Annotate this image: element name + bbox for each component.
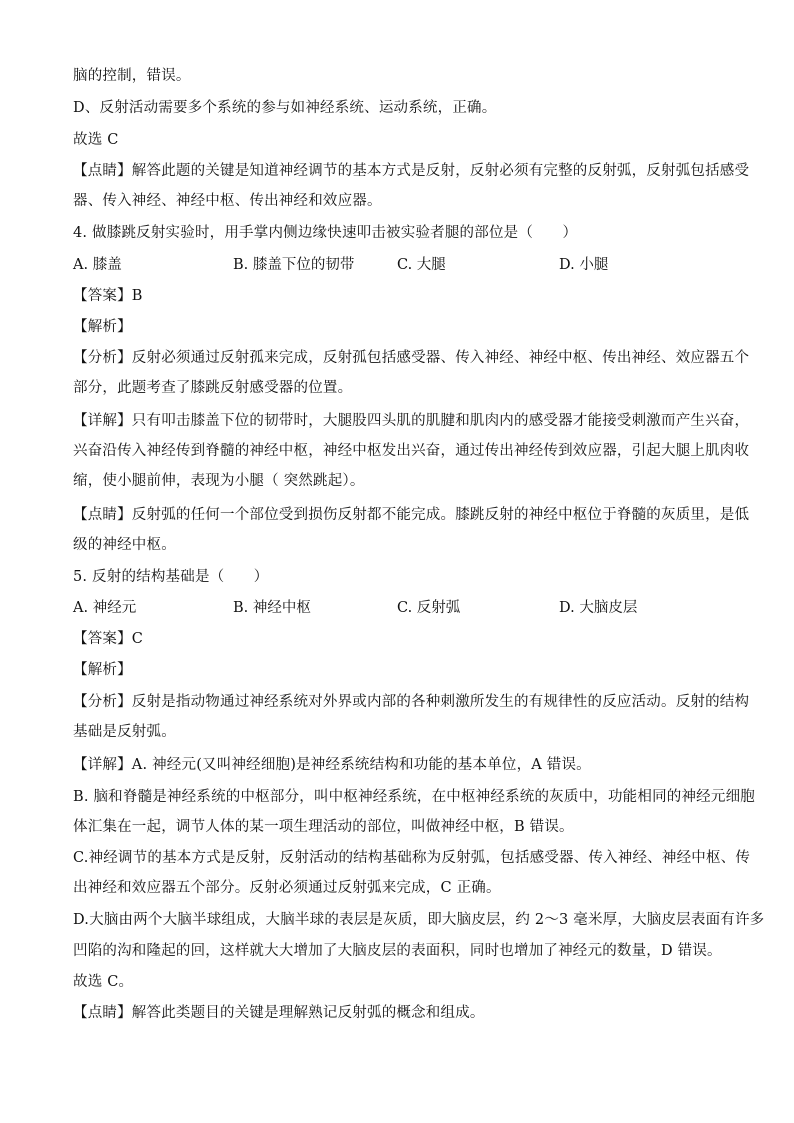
option-a: A. 膝盖 [73, 257, 122, 273]
text-line: 【分析】反射必须通过反射孤来完成，反射孤包括感受器、传入神经、神经中枢、传出神经、效应器五个 [73, 350, 750, 366]
text-line: 兴奋沿传入神经传到脊髓的神经中枢，神经中枢发出兴奋，通过传出神经传到效应器，引起大腿上肌肉收 [73, 443, 750, 459]
text-line: 【分析】反射是指动物通过神经系统对外界或内部的各种刺激所发生的有规律性的反应活动。反射的结构 [73, 694, 750, 710]
question-4-stem: 4. 做膝跳反射实验时，用手掌内侧边缘快速叩击被实验者腿的部位是（ ） [73, 225, 578, 241]
answer-label: 【答案】C [73, 631, 144, 647]
text-line: 【详解】A. 神经元(又叫神经细胞)是神经系统结构和功能的基本单位，A 错误。 [73, 757, 591, 773]
text-line: 部分，此题考查了膝跳反射感受器的位置。 [73, 380, 353, 396]
option-c: C. 反射弧 [397, 600, 461, 616]
text-line: 凹陷的沟和隆起的回，这样就大大增加了大脑皮层的表面积，同时也增加了神经元的数量，D 错误。 [73, 943, 722, 959]
text-line: C.神经调节的基本方式是反射，反射活动的结构基础称为反射弧，包括感受器、传入神经、神经中枢、传 [73, 850, 751, 866]
text-line: 故选 C [73, 132, 119, 148]
text-line: 故选 C。 [73, 974, 134, 990]
text-line: B. 脑和脊髓是神经系统的中枢部分，叫中枢神经系统，在中枢神经系统的灰质中，功能相同的神经元细胞 [73, 789, 755, 805]
option-c: C. 大腿 [397, 257, 446, 273]
text-line: 缩，使小腿前伸，表现为小腿（ 突然跳起）。 [73, 473, 365, 489]
question-5-stem: 5. 反射的结构基础是（ ） [73, 569, 269, 585]
option-d: D. 小腿 [559, 257, 609, 273]
text-line: 脑的控制，错误。 [73, 68, 191, 84]
option-d: D. 大脑皮层 [559, 600, 638, 616]
text-line: 出神经和效应器五个部分。反射必须通过反射弧来完成，C 正确。 [73, 880, 501, 896]
option-b: B. 神经中枢 [233, 600, 311, 616]
text-line: 体汇集在一起，调节人体的某一项生理活动的部位，叫做神经中枢，B 错误。 [73, 819, 574, 835]
text-line: 【点睛】反射弧的任何一个部位受到损伤反射都不能完成。膝跳反射的神经中枢位于脊髓的灰质里，是低 [73, 507, 750, 523]
question-4-options [73, 255, 733, 275]
text-line: 【点睛】解答此类题目的关键是理解熟记反射弧的概念和组成。 [73, 1005, 485, 1021]
analysis-heading: 【解析】 [73, 319, 132, 335]
question-5-options [73, 598, 733, 618]
text-line: 器、传入神经、神经中枢、传出神经和效应器。 [73, 193, 382, 209]
text-line: 【点睛】解答此题的关键是知道神经调节的基本方式是反射，反射必须有完整的反射弧，反射弧包括感受 [73, 163, 750, 179]
answer-label: 【答案】B [73, 288, 143, 304]
option-a: A. 神经元 [73, 600, 137, 616]
text-line: 【详解】只有叩击膝盖下位的韧带时，大腿股四头肌的肌腱和肌肉内的感受器才能接受刺激而产生兴奋， [73, 413, 750, 429]
text-line: 级的神经中枢。 [73, 537, 176, 553]
text-line: D、反射活动需要多个系统的参与如神经系统、运动系统，正确。 [73, 100, 497, 116]
text-line: 基础是反射弧。 [73, 724, 176, 740]
analysis-heading: 【解析】 [73, 662, 132, 678]
text-line: D.大脑由两个大脑半球组成，大脑半球的表层是灰质，即大脑皮层，约 2～3 毫米厚，大脑皮层表面有许多 [73, 912, 765, 928]
option-b: B. 膝盖下位的韧带 [233, 257, 355, 273]
